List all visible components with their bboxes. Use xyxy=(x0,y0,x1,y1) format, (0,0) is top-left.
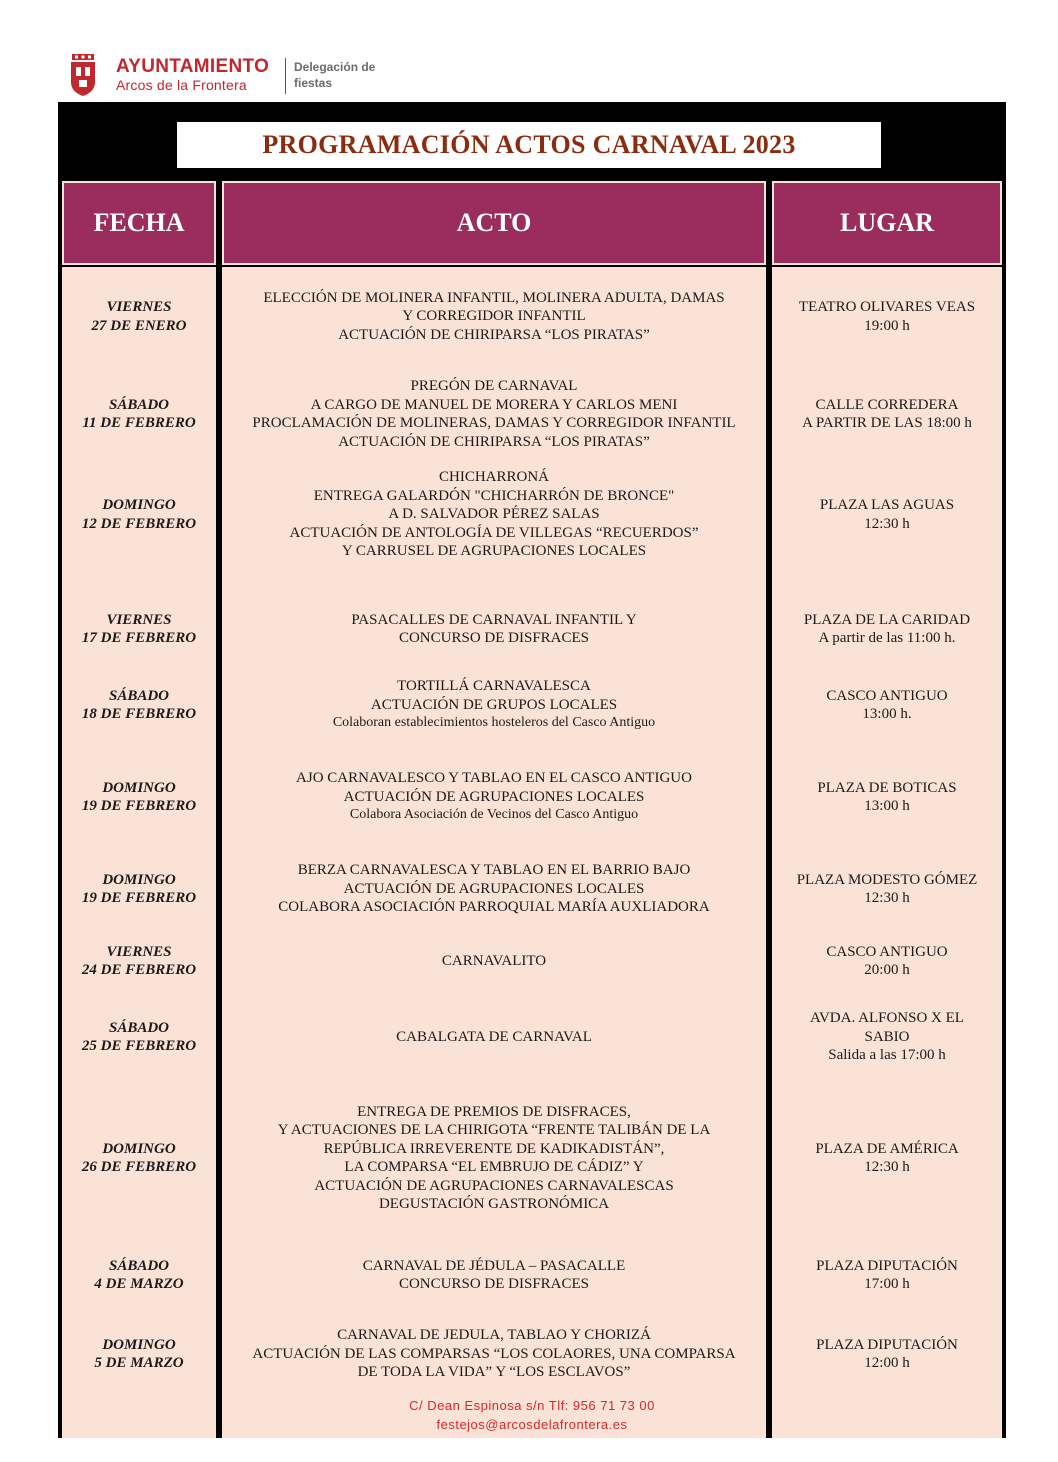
acto-cell xyxy=(222,675,766,735)
acto-line: COLABORA ASOCIACIÓN PARROQUIAL MARÍA AUXLIADORA xyxy=(278,899,710,916)
acto-line: CARNAVAL DE JÉDULA – PASACALLE xyxy=(362,1257,626,1274)
lugar-line: 12:30 h xyxy=(864,890,910,906)
day-name: SÁBADO xyxy=(108,1019,170,1036)
acto-cell xyxy=(222,279,766,354)
day-name: DOMINGO xyxy=(102,871,176,888)
lugar-line: 19:00 h xyxy=(864,317,910,334)
lugar-line: 12:00 h xyxy=(864,1355,910,1371)
acto-line: A D. SALVADOR PÉREZ SALAS xyxy=(388,506,600,523)
day-name: VIERNES xyxy=(106,611,172,628)
date-cell xyxy=(62,859,216,919)
table-row xyxy=(62,859,1002,919)
table-row xyxy=(62,373,1002,455)
acto-line: CONCURSO DE DISFRACES xyxy=(398,1276,590,1292)
table-row xyxy=(62,1319,1002,1389)
lugar-line: A PARTIR DE LAS 18:00 h xyxy=(802,415,972,431)
acto-line: Colabora Asociación de Vecinos del Casco Antiguo xyxy=(349,807,639,823)
lugar-line: AVDA. ALFONSO X EL xyxy=(810,1010,964,1027)
date-cell xyxy=(62,467,216,562)
acto-line: A CARGO DE MANUEL DE MORERA Y CARLOS MENI xyxy=(310,396,678,413)
lugar-line: 12:30 h xyxy=(864,515,910,532)
table-row xyxy=(62,1007,1002,1067)
date-text: 24 DE FEBRERO xyxy=(81,962,197,978)
date-cell xyxy=(62,601,216,657)
acto-cell xyxy=(222,767,766,827)
acto-line: ENTREGA DE PREMIOS DE DISFRACES, xyxy=(357,1103,631,1120)
lugar-line: 12:30 h xyxy=(864,1159,910,1175)
acto-line: CARNAVAL DE JEDULA, TABLAO Y CHORIZÁ xyxy=(337,1327,651,1344)
column-header-fecha: FECHA xyxy=(62,181,216,265)
date-text: 25 DE FEBRERO xyxy=(81,1038,197,1054)
table-row xyxy=(62,601,1002,657)
day-name: DOMINGO xyxy=(102,497,176,513)
program-sheet xyxy=(58,50,1006,1438)
day-name: DOMINGO xyxy=(102,779,176,796)
acto-line: ACTUACIÓN DE CHIRIPARSA “LOS PIRATAS” xyxy=(338,433,650,450)
date-text: 27 DE ENERO xyxy=(91,317,187,334)
logo-bar xyxy=(58,50,1006,102)
acto-cell xyxy=(222,601,766,657)
lugar-line: PLAZA DIPUTACIÓN xyxy=(816,1257,958,1274)
lugar-line: A partir de las 11:00 h. xyxy=(818,630,956,646)
lugar-line: 13:00 h. xyxy=(862,706,912,722)
lugar-cell xyxy=(772,1319,1002,1389)
acto-line: ENTREGA GALARDÓN "CHICHARRÓN DE BRONCE" xyxy=(313,487,675,504)
lugar-line: PLAZA DE BOTICAS xyxy=(817,779,957,796)
footer-address: C/ Dean Espinosa s/n Tlf: 956 71 73 00 xyxy=(409,1398,655,1413)
day-name: DOMINGO xyxy=(102,1140,176,1157)
date-cell xyxy=(62,767,216,827)
acto-line: CONCURSO DE DISFRACES xyxy=(398,630,590,646)
acto-line: PREGÓN DE CARNAVAL xyxy=(410,378,578,394)
acto-line: REPÚBLICA IRREVERENTE DE KADIKADISTÁN”, xyxy=(323,1140,665,1157)
coat-of-arms-icon xyxy=(70,54,96,96)
day-name: DOMINGO xyxy=(102,1336,176,1353)
acto-line: PROCLAMACIÓN DE MOLINERAS, DAMAS Y CORREGIDOR INFANTIL xyxy=(252,415,736,431)
acto-line: DEGUSTACIÓN GASTRONÓMICA xyxy=(378,1196,610,1212)
acto-cell xyxy=(222,859,766,919)
date-text: 5 DE MARZO xyxy=(94,1355,184,1371)
page-title: PROGRAMACIÓN ACTOS CARNAVAL 2023 xyxy=(262,130,796,159)
lugar-line: CALLE CORREDERA xyxy=(815,396,959,413)
table-row xyxy=(62,767,1002,827)
acto-line: ACTUACIÓN DE AGRUPACIONES CARNAVALESCAS xyxy=(314,1177,674,1194)
lugar-line: CASCO ANTIGUO xyxy=(826,943,948,960)
acto-cell xyxy=(222,1247,766,1303)
acto-cell xyxy=(222,1319,766,1389)
org-subtitle: Arcos de la Frontera xyxy=(116,77,247,93)
acto-line: AJO CARNAVALESCO Y TABLAO EN EL CASCO ANTIGUO xyxy=(296,770,692,787)
table-row xyxy=(62,467,1002,562)
acto-line: BERZA CARNAVALESCA Y TABLAO EN EL BARRIO BAJO xyxy=(297,862,691,879)
date-cell xyxy=(62,1007,216,1067)
lugar-cell xyxy=(772,1247,1002,1303)
table-row xyxy=(62,1247,1002,1303)
acto-line: Y CARRUSEL DE AGRUPACIONES LOCALES xyxy=(341,543,647,560)
department-name xyxy=(294,59,375,91)
acto-line: Y CORREGIDOR INFANTIL xyxy=(402,308,586,325)
date-cell xyxy=(62,675,216,735)
day-name: VIERNES xyxy=(106,943,172,960)
footer-email: festejos@arcosdelafrontera.es xyxy=(436,1417,628,1432)
lugar-line: 13:00 h xyxy=(864,798,910,814)
acto-line: ACTUACIÓN DE CHIRIPARSA “LOS PIRATAS” xyxy=(338,326,650,343)
acto-line: ACTUACIÓN DE AGRUPACIONES LOCALES xyxy=(343,880,645,897)
day-name: SÁBADO xyxy=(108,687,170,704)
acto-line: ACTUACIÓN DE LAS COMPARSAS “LOS COLAORES, UNA COMPARSA xyxy=(252,1345,736,1362)
column-header-acto: ACTO xyxy=(222,181,766,265)
column-header-lugar: LUGAR xyxy=(772,181,1002,265)
date-cell xyxy=(62,279,216,354)
date-text: 19 DE FEBRERO xyxy=(81,890,197,906)
lugar-line: 17:00 h xyxy=(864,1276,910,1292)
table-row xyxy=(62,1099,1002,1217)
lugar-line: Salida a las 17:00 h xyxy=(828,1047,946,1064)
acto-line: Y ACTUACIONES DE LA CHIRIGOTA “FRENTE TALIBÁN DE LA xyxy=(277,1122,711,1138)
lugar-cell xyxy=(772,767,1002,827)
department-line-2: fiestas xyxy=(294,76,333,90)
date-text: 18 DE FEBRERO xyxy=(81,706,197,722)
acto-line: ACTUACIÓN DE AGRUPACIONES LOCALES xyxy=(343,788,645,805)
acto-line: LA COMPARSA “EL EMBRUJO DE CÁDIZ” Y xyxy=(344,1159,644,1175)
lugar-line: SABIO xyxy=(864,1028,910,1045)
lugar-cell xyxy=(772,1007,1002,1067)
day-name: SÁBADO xyxy=(108,1257,170,1274)
department-line-1: Delegación de xyxy=(294,60,376,74)
lugar-line: PLAZA MODESTO GÓMEZ xyxy=(796,871,978,888)
lugar-line: 20:00 h xyxy=(864,962,910,978)
day-name: SÁBADO xyxy=(108,396,170,413)
lugar-cell xyxy=(772,279,1002,354)
acto-cell xyxy=(222,1007,766,1067)
acto-line: DE TODA LA VIDA” Y “LOS ESCLAVOS” xyxy=(357,1364,631,1381)
lugar-line: PLAZA DE AMÉRICA xyxy=(815,1140,959,1157)
footer-contact xyxy=(58,1396,1006,1434)
date-text: 19 DE FEBRERO xyxy=(81,798,197,814)
lugar-line: CASCO ANTIGUO xyxy=(826,687,948,704)
logo-divider xyxy=(285,58,286,94)
acto-cell xyxy=(222,1099,766,1217)
lugar-cell xyxy=(772,859,1002,919)
acto-cell xyxy=(222,373,766,455)
date-cell xyxy=(62,373,216,455)
acto-line: ACTUACIÓN DE GRUPOS LOCALES xyxy=(370,696,618,713)
acto-line: CABALGATA DE CARNAVAL xyxy=(396,1028,592,1045)
date-text: 12 DE FEBRERO xyxy=(81,515,197,532)
lugar-cell xyxy=(772,933,1002,989)
date-text: 17 DE FEBRERO xyxy=(81,630,197,646)
acto-line: TORTILLÁ CARNAVALESCA xyxy=(397,678,591,695)
date-cell xyxy=(62,1099,216,1217)
acto-line: CARNAVALITO xyxy=(441,952,547,969)
date-cell xyxy=(62,1319,216,1389)
acto-cell xyxy=(222,467,766,562)
date-cell xyxy=(62,933,216,989)
table-row xyxy=(62,675,1002,735)
lugar-cell xyxy=(772,675,1002,735)
acto-line: PASACALLES DE CARNAVAL INFANTIL Y xyxy=(351,611,637,628)
lugar-line: PLAZA LAS AGUAS xyxy=(819,497,955,513)
acto-cell xyxy=(222,933,766,989)
lugar-line: PLAZA DE LA CARIDAD xyxy=(803,611,971,628)
acto-line: ACTUACIÓN DE ANTOLOGÍA DE VILLEGAS “RECUERDOS” xyxy=(289,524,699,541)
table-row xyxy=(62,279,1002,354)
date-text: 4 DE MARZO xyxy=(94,1276,184,1292)
acto-line: CHICHARRONÁ xyxy=(438,469,549,486)
lugar-cell xyxy=(772,467,1002,562)
lugar-cell xyxy=(772,373,1002,455)
date-text: 11 DE FEBRERO xyxy=(82,415,196,431)
lugar-cell xyxy=(772,1099,1002,1217)
date-text: 26 DE FEBRERO xyxy=(81,1159,197,1175)
lugar-cell xyxy=(772,601,1002,657)
lugar-line: TEATRO OLIVARES VEAS xyxy=(798,299,976,315)
acto-line: Colaboran establecimientos hosteleros del Casco Antiguo xyxy=(332,715,656,731)
day-name: VIERNES xyxy=(106,299,172,315)
title-box xyxy=(177,122,881,168)
org-name: AYUNTAMIENTO xyxy=(116,56,270,77)
table-row xyxy=(62,933,1002,989)
acto-line: ELECCIÓN DE MOLINERA INFANTIL, MOLINERA ADULTA, DAMAS xyxy=(263,289,725,306)
lugar-line: PLAZA DIPUTACIÓN xyxy=(816,1336,958,1353)
date-cell xyxy=(62,1247,216,1303)
